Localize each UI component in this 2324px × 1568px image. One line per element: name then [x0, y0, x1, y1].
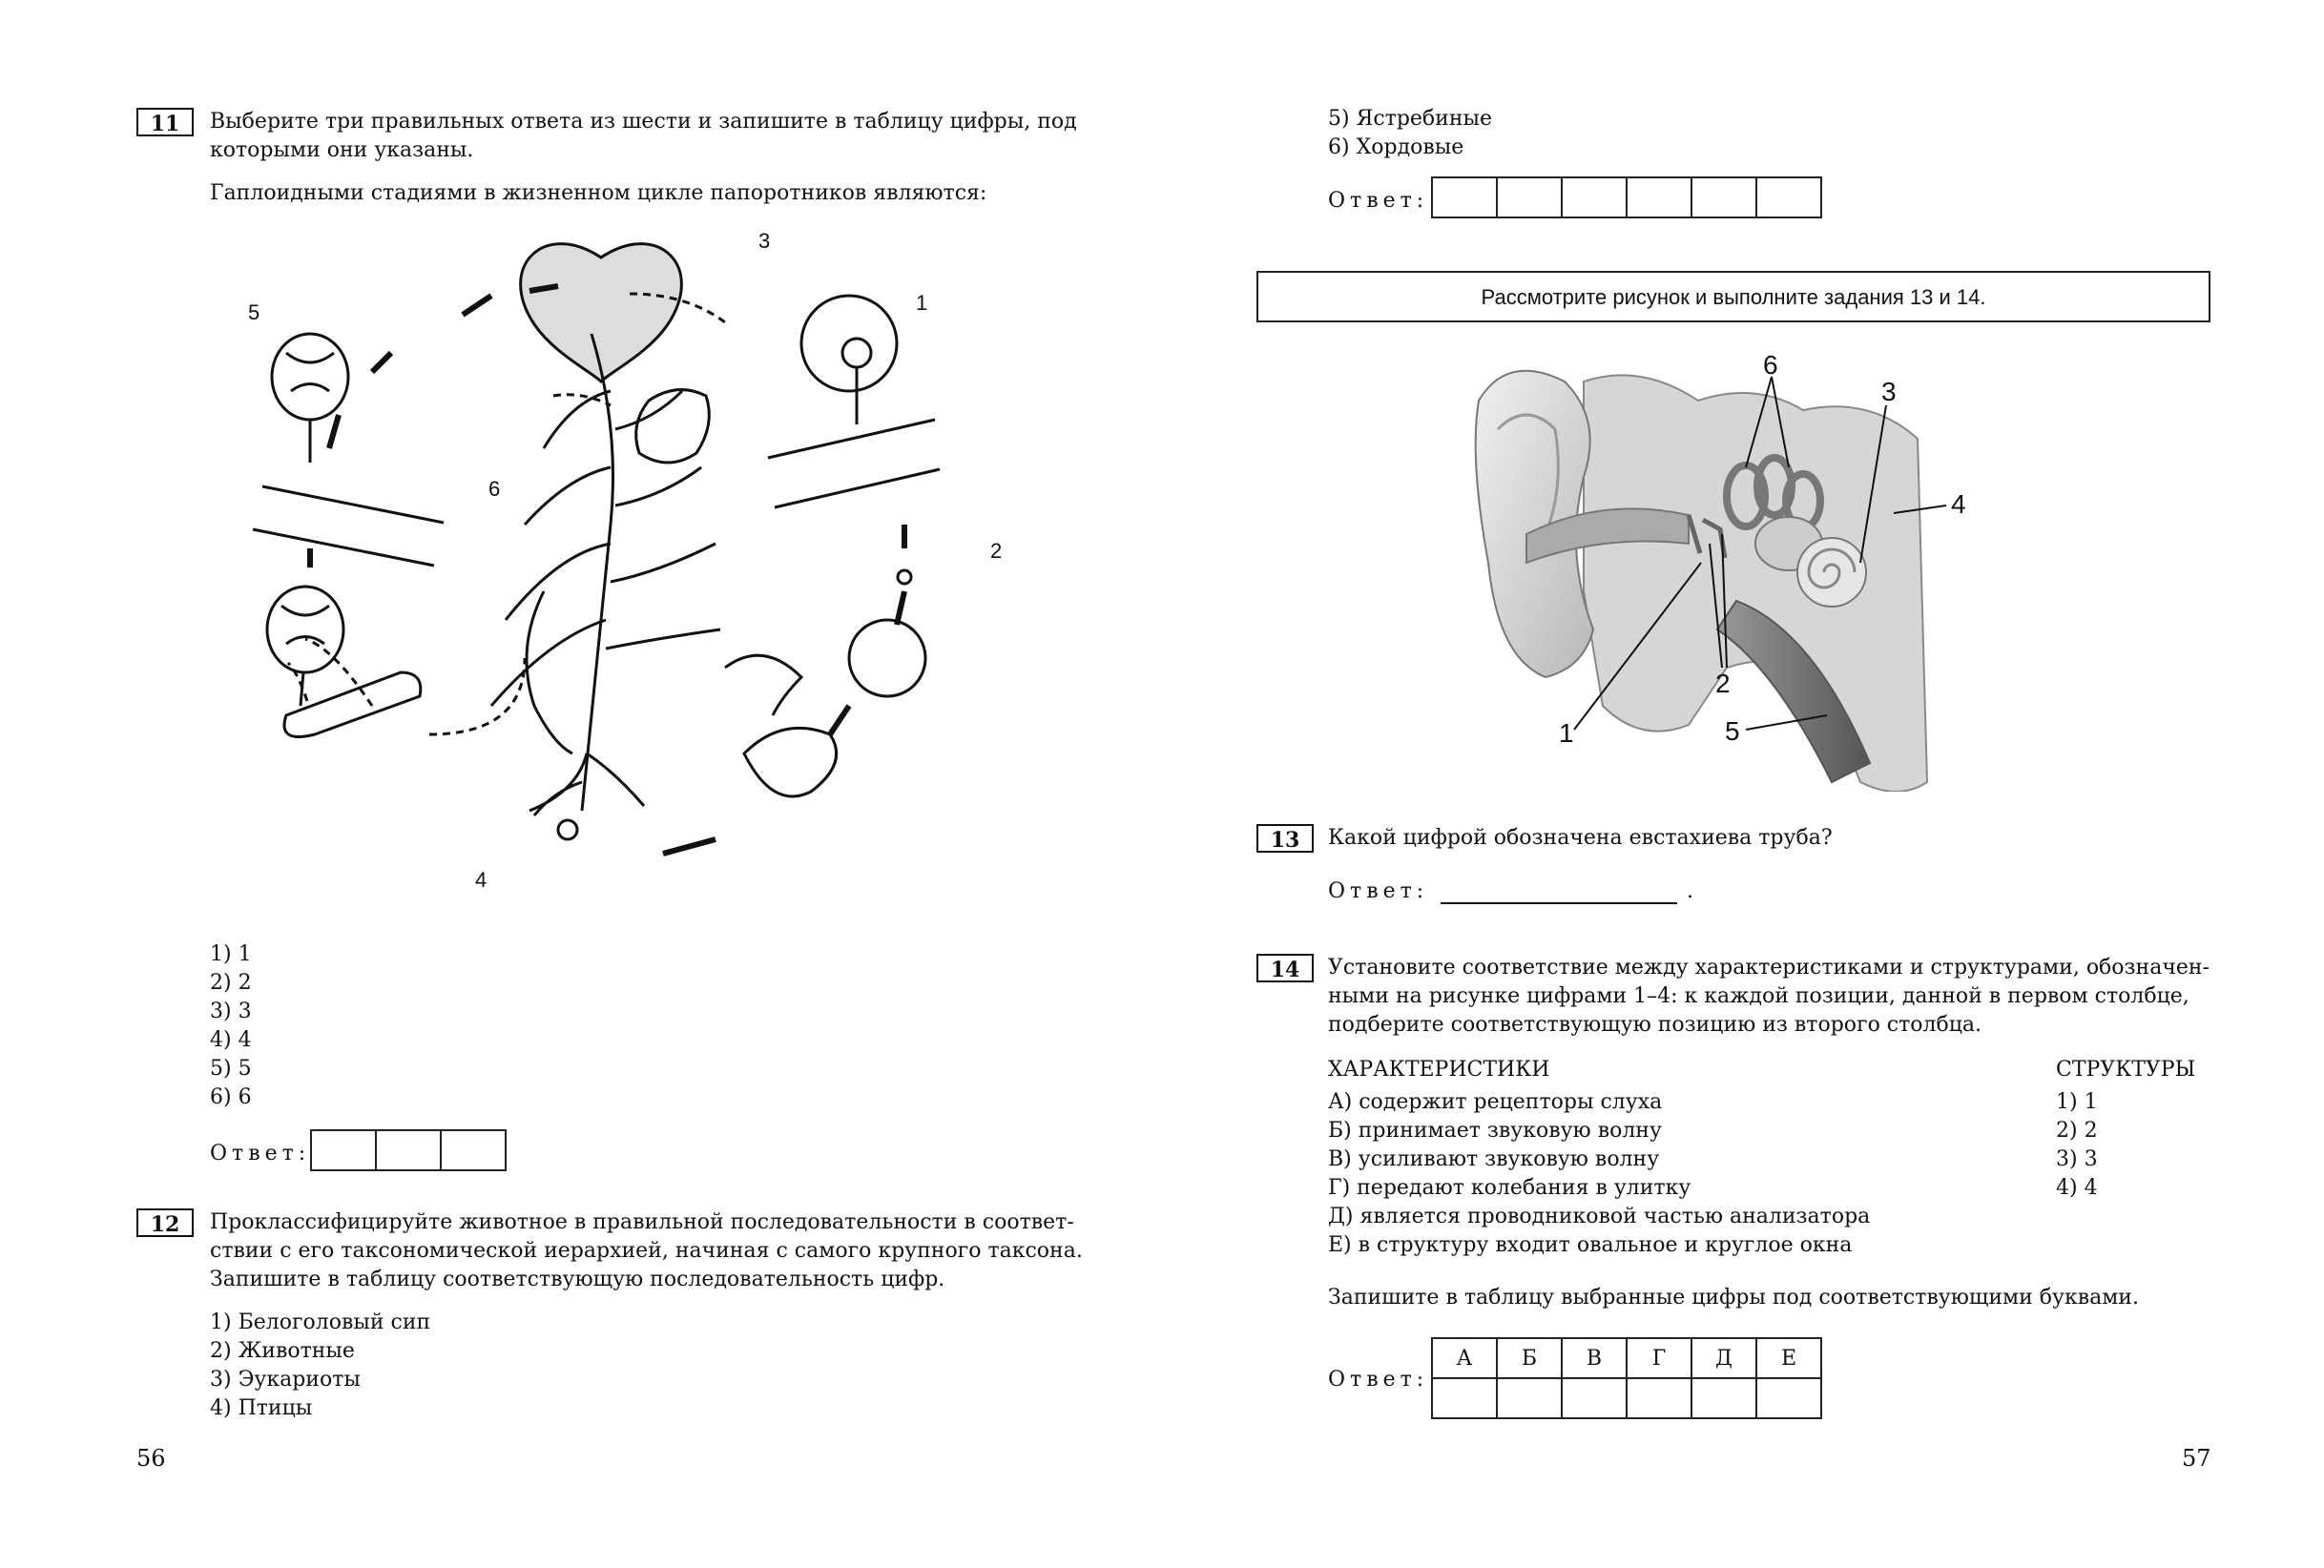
answer-cell[interactable]: [311, 1130, 376, 1170]
q12-text-line1: Проклассифицируйте животное в правильной последовательности в соответ-: [210, 1210, 1074, 1234]
fern-label-4: 4: [475, 868, 488, 892]
ear-label-1: 1: [1559, 718, 1574, 748]
list-item: 3) 3: [210, 1000, 252, 1023]
q12-options-continued: [1328, 105, 1492, 162]
answer-cell[interactable]: [1432, 1378, 1497, 1418]
answer-cell[interactable]: [1562, 177, 1627, 217]
fern-label-6: 6: [488, 477, 501, 501]
list-item: Д) является проводниковой частью анализатора: [1328, 1205, 1871, 1228]
letter-header: Е: [1756, 1338, 1821, 1378]
q14-col2-header: СТРУКТУРЫ: [2056, 1058, 2196, 1082]
q11-text-line1: Выберите три правильных ответа из шести и запишите в таблицу цифры, под: [210, 110, 1077, 134]
q12-text-line3: Запишите в таблицу соответствующую последовательность цифр.: [210, 1268, 945, 1291]
letter-header: Б: [1497, 1338, 1562, 1378]
list-item: В) усиливают звуковую волну: [1328, 1147, 1660, 1171]
answer-cell[interactable]: [1627, 177, 1691, 217]
list-item: 6) 6: [210, 1085, 252, 1109]
task-banner: Рассмотрите рисунок и выполните задания 13 и 14.: [1256, 271, 2210, 322]
page-number-right: 57: [2182, 1445, 2211, 1472]
q14-text-line2: ными на рисунке цифрами 1–4: к каждой позиции, данной в первом столбце,: [1328, 984, 2189, 1008]
q13-answer-label: Ответ:: [1328, 879, 1429, 903]
list-item: 1) 1: [210, 942, 252, 966]
q14-characteristics: [1328, 1088, 1870, 1260]
q11-options: [210, 940, 252, 1112]
q14-text-line3: подберите соответствующую позицию из второго столбца.: [1328, 1013, 1982, 1037]
answer-cell[interactable]: [1497, 177, 1562, 217]
ear-label-5: 5: [1725, 716, 1740, 746]
list-item: 2) 2: [210, 971, 252, 995]
fern-label-1: 1: [916, 291, 928, 315]
list-item: 3) Эукариоты: [210, 1368, 361, 1392]
list-item: А) содержит рецепторы слуха: [1328, 1090, 1663, 1114]
answer-cell[interactable]: [1627, 1378, 1691, 1418]
fern-label-2: 2: [990, 539, 1003, 563]
q11-answer-label: Ответ:: [210, 1142, 311, 1166]
ear-label-6: 6: [1763, 350, 1778, 380]
q12-answer-label: Ответ:: [1328, 189, 1429, 213]
letter-header: В: [1562, 1338, 1627, 1378]
list-item: 5) Ястребиные: [1328, 107, 1493, 131]
list-item: 4) 4: [2056, 1176, 2098, 1200]
q11-answer-table: [310, 1129, 507, 1171]
q13-answer-line[interactable]: [1441, 900, 1677, 904]
list-item: Е) в структуру входит овальное и круглое окна: [1328, 1233, 1853, 1257]
q14-instruction: Запишите в таблицу выбранные цифры под соответствующими буквами.: [1328, 1286, 2139, 1310]
q14-text-line1: Установите соответствие между характеристиками и структурами, обозначен-: [1328, 956, 2210, 980]
q12-text-line2: ствии с его таксономической иерархией, начиная с самого крупного таксона.: [210, 1239, 1083, 1263]
list-item: 2) Животные: [210, 1339, 355, 1363]
answer-cell[interactable]: [1756, 1378, 1821, 1418]
q11-stem: Гаплоидными стадиями в жизненном цикле папоротников являются:: [210, 181, 987, 205]
list-item: 1) Белоголовый сип: [210, 1310, 431, 1334]
q14-answer-label: Ответ:: [1328, 1368, 1429, 1392]
list-item: 4) Птицы: [210, 1396, 313, 1420]
q13-answer-period: .: [1687, 879, 1693, 903]
answer-cell[interactable]: [1756, 177, 1821, 217]
ear-label-3: 3: [1881, 377, 1897, 406]
answer-cell[interactable]: [1691, 177, 1756, 217]
fern-life-cycle-figure: [229, 219, 1030, 916]
list-item: 5) 5: [210, 1057, 252, 1081]
letter-header: Д: [1691, 1338, 1756, 1378]
answer-cell[interactable]: [1562, 1378, 1627, 1418]
fern-label-3: 3: [758, 229, 771, 253]
ear-anatomy-figure: [1460, 343, 2013, 792]
letter-header: Г: [1627, 1338, 1691, 1378]
answer-cell[interactable]: [441, 1130, 506, 1170]
list-item: 2) 2: [2056, 1119, 2098, 1143]
list-item: Г) передают колебания в улитку: [1328, 1176, 1691, 1200]
page-number-left: 56: [136, 1445, 166, 1472]
q12-options: [210, 1309, 430, 1423]
list-item: 1) 1: [2056, 1090, 2098, 1114]
letter-header: А: [1432, 1338, 1497, 1378]
q13-text: Какой цифрой обозначена евстахиева труба?: [1328, 826, 1833, 850]
list-item: 3) 3: [2056, 1147, 2098, 1171]
ear-label-4: 4: [1951, 489, 1966, 519]
list-item: 6) Хордовые: [1328, 135, 1464, 159]
q12-answer-table: [1431, 176, 1822, 218]
question-number-14: 14: [1256, 954, 1314, 982]
fern-label-5: 5: [248, 300, 260, 324]
q11-text-line2: которыми они указаны.: [210, 138, 474, 162]
answer-cell[interactable]: [1691, 1378, 1756, 1418]
question-number-11: 11: [136, 108, 194, 136]
list-item: 4) 4: [210, 1028, 252, 1052]
q14-structures: [2056, 1088, 2098, 1203]
list-item: Б) принимает звуковую волну: [1328, 1119, 1662, 1143]
answer-cell[interactable]: [376, 1130, 441, 1170]
q14-col1-header: ХАРАКТЕРИСТИКИ: [1328, 1058, 1550, 1082]
answer-cell[interactable]: [1497, 1378, 1562, 1418]
question-number-13: 13: [1256, 824, 1314, 853]
ear-label-2: 2: [1715, 669, 1731, 698]
answer-cell[interactable]: [1432, 177, 1497, 217]
q14-answer-table: [1431, 1337, 1822, 1419]
question-number-12: 12: [136, 1208, 194, 1237]
